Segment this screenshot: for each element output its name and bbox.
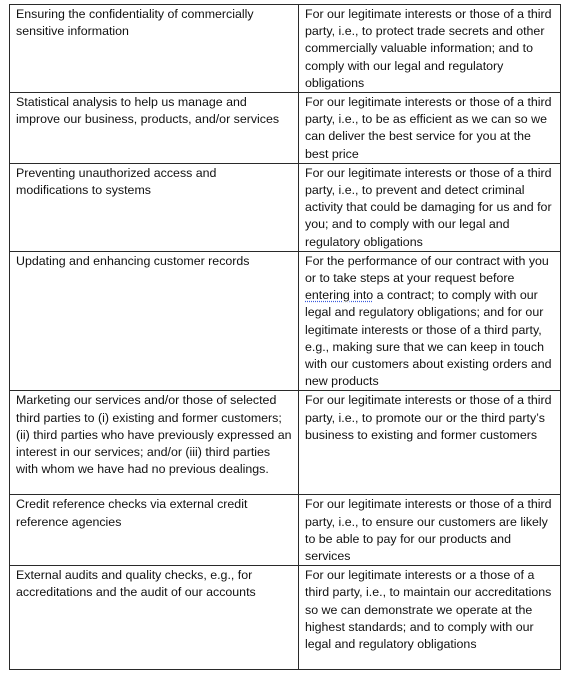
- legal-basis-cell: For our legitimate interests or a those of a third party, i.e., to maintain our accreditations so we can demonstrate we operate at the highest standards; and to comply with our legal and regulatory obligations: [299, 566, 561, 670]
- legal-basis-text: a contract; to comply with our legal and regulatory obligations; and for our legitimate interests or those of a third party, e.g., making sure that we can keep in touch with our customers about existing orders and new products: [305, 288, 552, 389]
- purpose-cell: External audits and quality checks, e.g., for accreditations and the audit of our accounts: [10, 566, 299, 670]
- legal-basis-cell: For our legitimate interests or those of a third party, i.e., to ensure our customers are likely to be able to pay for our products and services: [299, 495, 561, 566]
- table-row: [10, 163, 561, 251]
- purpose-cell: Credit reference checks via external credit reference agencies: [10, 495, 299, 566]
- purpose-cell: Marketing our services and/or those of selected third parties to (i) existing and former customers; (ii) third parties who have previously expressed an interest in our services; and/or (iii) third parties with whom we have had no previous dealings.: [10, 391, 299, 495]
- purpose-legal-basis-table: [9, 4, 561, 670]
- legal-basis-text: For the performance of our contract with you or to take steps at your request before: [305, 253, 549, 286]
- table-row: [10, 391, 561, 495]
- legal-basis-cell: For our legitimate interests or those of a third party, i.e., to promote our or the third party’s business to existing and former customers: [299, 391, 561, 495]
- legal-basis-cell: For our legitimate interests or those of a third party, i.e., to be as efficient as we can so we can deliver the best service for you at the best price: [299, 93, 561, 164]
- legal-basis-cell: For our legitimate interests or those of a third party, i.e., to prevent and detect criminal activity that could be damaging for us and for you; and to comply with our legal and regulatory obligations: [299, 163, 561, 251]
- purpose-cell: Statistical analysis to help us manage and improve our business, products, and/or services: [10, 93, 299, 164]
- legal-basis-cell: For our legitimate interests or those of a third party, i.e., to protect trade secrets and other commercially valuable information; and to comply with our legal and regulatory obligations: [299, 5, 561, 93]
- purpose-cell: Ensuring the confidentiality of commercially sensitive information: [10, 5, 299, 93]
- proofing-underlined-text: entering into: [305, 288, 374, 303]
- table-row: [10, 566, 561, 670]
- purpose-cell: Preventing unauthorized access and modifications to systems: [10, 163, 299, 251]
- table-row: [10, 495, 561, 566]
- table-row: [10, 93, 561, 164]
- table-row: [10, 5, 561, 93]
- table-row: [10, 251, 561, 391]
- legal-basis-cell: [299, 251, 561, 391]
- purpose-cell: Updating and enhancing customer records: [10, 251, 299, 391]
